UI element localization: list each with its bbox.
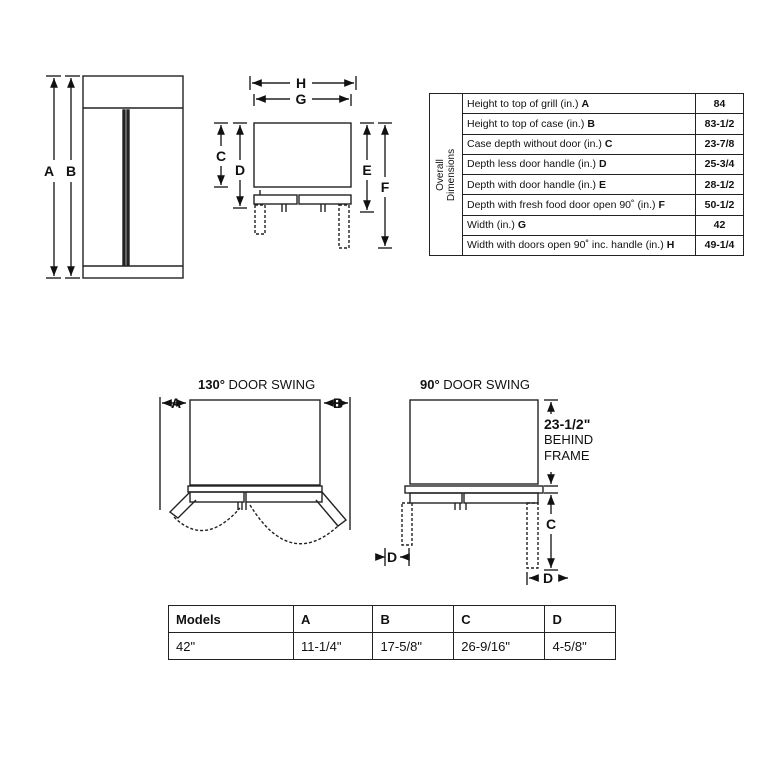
dimension-row <box>463 114 743 134</box>
dim-label-g: G <box>295 91 307 107</box>
models-header-cell: B <box>373 606 454 633</box>
dimension-value: 28-1/2 <box>704 178 735 191</box>
dimension-letter: E <box>599 178 607 191</box>
dimension-label-text: Width (in.) <box>467 219 515 232</box>
dimension-label <box>463 236 696 255</box>
dim-label-f: F <box>380 179 390 195</box>
dimension-label <box>463 216 696 235</box>
swing-90-drawing <box>376 400 568 585</box>
dim-label-c: C <box>215 148 227 164</box>
dimension-letter: G <box>517 219 527 232</box>
swing130-label-b: B <box>332 395 344 411</box>
dimension-row <box>463 216 743 236</box>
dimension-row <box>463 195 743 215</box>
dim-label-e: E <box>362 162 372 178</box>
dimension-value: 84 <box>713 97 726 110</box>
swing-130-degree: 130° <box>198 377 225 392</box>
dimension-letter: D <box>599 158 607 171</box>
dim-label-d: D <box>234 162 246 178</box>
dimension-label-text: Width with doors open 90˚ inc. handle (in.) <box>467 239 664 252</box>
dimension-label <box>463 155 696 174</box>
models-header-cell: Models <box>169 606 294 633</box>
models-cell: 17-5/8" <box>373 633 454 660</box>
swing-130-title-text: DOOR SWING <box>228 377 316 392</box>
dimension-row <box>463 94 743 114</box>
dimension-row <box>463 236 743 255</box>
dim-label-h: H <box>295 75 307 91</box>
dimension-value: 23-7/8 <box>704 138 735 151</box>
behind-frame-line-1: BEHIND <box>544 432 594 447</box>
models-cell: 11-1/4" <box>294 633 373 660</box>
swing90-label-d-right: D <box>542 570 554 586</box>
models-header-cell: C <box>454 606 545 633</box>
swing-90-degree: 90° <box>420 377 440 392</box>
dimension-letter: A <box>581 97 590 110</box>
dimension-row <box>463 175 743 195</box>
models-header-row <box>169 606 616 633</box>
models-table <box>168 605 616 660</box>
dimension-value: 50-1/2 <box>704 198 735 211</box>
behind-frame-value: 23-1/2" <box>544 416 591 432</box>
models-header-cell: A <box>294 606 373 633</box>
behind-frame-line-2: FRAME <box>544 448 590 463</box>
swing-130-title <box>198 377 315 392</box>
dimension-value: 83-1/2 <box>704 117 735 130</box>
dimension-label <box>463 135 696 154</box>
swing90-label-c: C <box>545 516 557 532</box>
dimension-letter: B <box>587 117 595 130</box>
dimension-row <box>463 155 743 175</box>
swing90-label-d-left: D <box>386 549 398 565</box>
dimension-label <box>463 94 696 113</box>
dimension-value: 42 <box>713 219 726 232</box>
dimension-letter: C <box>604 138 613 151</box>
overall-dimensions-table <box>429 93 744 256</box>
dim-label-a: A <box>43 163 55 179</box>
dimension-label-text: Depth with door handle (in.) <box>467 178 596 191</box>
models-row <box>169 633 616 660</box>
swing-90-title <box>420 377 530 392</box>
dimension-label-text: Case depth without door (in.) <box>467 138 602 151</box>
dimension-label <box>463 114 696 133</box>
models-cell: 4-5/8" <box>545 633 616 660</box>
models-cell: 42" <box>169 633 294 660</box>
dimension-value: 49-1/4 <box>704 239 735 252</box>
dimension-letter: H <box>666 239 675 252</box>
side-title-line-2: Dimensions <box>446 148 457 201</box>
dimension-label-text: Height to top of case (in.) <box>467 117 585 130</box>
swing-90-title-text: DOOR SWING <box>443 377 530 392</box>
models-cell: 26-9/16" <box>454 633 545 660</box>
dimension-label-text: Depth with fresh food door open 90˚ (in.) <box>467 198 656 211</box>
swing-130-drawing <box>160 397 350 544</box>
behind-frame-note <box>544 416 593 464</box>
dimension-label-text: Height to top of grill (in.) <box>467 97 579 110</box>
dim-label-b: B <box>65 163 77 179</box>
dimension-value: 25-3/4 <box>704 158 735 171</box>
dimension-label <box>463 175 696 194</box>
dimension-row <box>463 135 743 155</box>
dimension-label-text: Depth less door handle (in.) <box>467 158 596 171</box>
overall-dimensions-side-title <box>430 94 463 255</box>
dimension-label <box>463 195 696 214</box>
swing130-label-a: A <box>170 395 182 411</box>
side-title-line-1: Overall <box>435 158 446 191</box>
overall-dimensions-rows <box>463 94 743 255</box>
dimension-letter: F <box>658 198 665 211</box>
models-header-cell: D <box>545 606 616 633</box>
